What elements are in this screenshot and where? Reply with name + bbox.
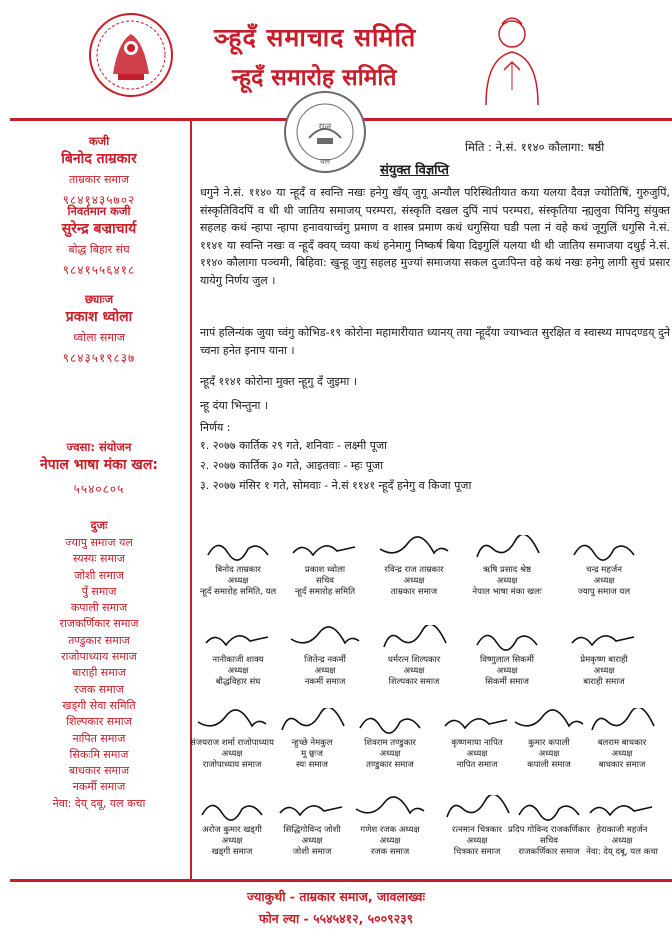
header-title: ञ्हूदँ समाचाद समिति [214,23,417,52]
signature-position: अध्यक्ष [538,749,560,759]
member-item: ज्यापु समाज यल [65,536,133,549]
signature-position: अध्यक्ष [611,749,633,759]
sidebar-phone: ९८४३५१९८३७ [62,351,136,365]
sidebar-org: बोद्ध बिहार संघ [68,243,130,256]
signature-name: हेराकाजी महर्जन [596,825,648,835]
signature-block [459,625,555,688]
handwritten-signature [270,708,354,734]
signature-org: बौद्धविहार संघ [215,677,261,687]
signature-name: कुमार कपाली [528,738,570,748]
notice-paragraph-2: नापं हलिन्यंक जुया च्वंगु कोभिड-१९ कोरोना महामारीयात ध्यानय् तया न्हूदँया ज्याभ्वःत सुरक्षित व स्वास्थ्य मापदण्डय् दुने च्वना हनेत इनाप याना । [200,326,670,357]
signature-block [556,535,652,598]
signature-org: न्हूदँ समारोह समिति, यल [199,587,277,597]
signature-org: राजकर्णिकार समाज [518,847,580,857]
handwritten-signature [556,625,652,651]
signature-block [190,535,286,598]
signature-position: अध्यक्ष [227,576,249,586]
sidebar-org: ध्वोला समाज [73,331,125,344]
signature-name: जितेन्द्र नकर्मी [304,655,346,665]
notice-subject: संयुक्त विज्ञप्ति [380,163,449,178]
signature-position: अध्यक्ष [403,576,425,586]
signature-name: धर्मरत्न शिल्पकार [387,655,441,665]
member-item: कपाली समाज [70,601,128,615]
member-item: पुँ समाज [81,584,117,598]
member-item: सिकःमि समाज [69,747,129,761]
signature-block [190,708,274,771]
decision-item: १. २०७७ कार्तिक २९ गते, शनिवाः - लक्ष्मी पूजा [200,439,387,452]
signature-name: गणेश रजक अध्यक्ष [360,825,420,835]
deity-figure-icon [472,10,552,110]
member-item: तण्डुकार समाज [68,633,130,647]
signature-position: अध्यक्ष [496,576,518,586]
signature-org: बाराही समाज [583,677,625,687]
signature-org: सिकर्मी समाज [485,677,529,687]
peacock-emblem-icon [88,12,174,98]
signature-position: अध्यक्ष [466,749,488,759]
signature-name: प्रदिप गोविन्द राजकर्णिकार [508,825,590,835]
handwritten-signature [348,795,432,821]
member-item: नेवा: देय् दबू, यल कचा [52,796,146,810]
signature-org: कपाली समाज [527,760,571,770]
signature-position: अध्यक्ष [221,749,243,759]
signature-block [556,625,652,688]
notice-date: मिति : ने.सं. ११४० कौलागा: षष्ठी [465,140,605,154]
signature-org: नेवा: देय् दबू, यल कचा [586,847,658,857]
signature-position: अध्यक्ष [379,836,401,846]
signature-block [507,708,591,771]
sidebar-block-coordinator [10,440,188,497]
signature-position: अध्यक्ष [466,836,488,846]
signature-name: कृष्णमाया नापित [451,738,503,748]
sidebar-role: निवर्तमान कजी [67,204,131,218]
sidebar-org: ताम्रकार समाज [68,173,129,186]
signature-org: ताम्रकार समाज [390,587,438,597]
signature-name: रत्नमान चित्रकार [451,825,502,835]
sidebar-name: बिनोद ताम्रकार [61,151,137,167]
svg-text:यल: यल [319,157,331,166]
signature-block [270,795,354,858]
signature-position: सचिव [539,836,559,846]
signature-position: मू छ्वःज [301,749,323,759]
decision-item: २. २०७७ कार्तिक ३० गते, आइतवाः - म्हः पूजा [200,459,384,472]
signature-name: ऋषि प्रसाद श्रेष्ठ [482,565,532,575]
signature-org: रजक समाज [370,847,410,857]
signature-block [348,708,432,771]
handwritten-signature [190,535,286,561]
handwritten-signature [507,795,591,821]
handwritten-signature [277,625,373,651]
signature-name: बलराम बाधकार [597,738,647,748]
handwritten-signature [459,535,555,561]
signature-block [277,535,373,598]
signature-block [459,535,555,598]
signature-block [190,795,274,858]
handwritten-signature [190,795,274,821]
sidebar-role: कजी [88,134,110,148]
member-item: नापित समाज [72,731,126,745]
signature-position: अध्यक्ष [221,836,243,846]
notice-wish-1: न्हूदँ ११४१ कोरोना मुक्त न्हूगु दँ जुइमा । [200,375,357,388]
footer-phone: फोन ल्या - ५५४५४१२, ५००९२३९ [258,911,414,926]
handwritten-signature [348,708,432,734]
signature-position: अध्यक्ष [593,666,615,676]
signature-position: अध्यक्ष [314,666,336,676]
handwritten-signature [556,535,652,561]
decision-item: ३. २०७७ मंसिर १ गते, सोमवाः - ने.सं ११४१ न्हूदँ हनेगु व किजा पूजा [200,479,472,492]
signature-name: अरोज कुमार खड्गी [202,825,262,835]
footer-divider [10,879,672,882]
signature-block [580,795,664,858]
member-item: बाराही समाज [72,666,126,680]
signature-org: न्हूदँ समारोह समिति [294,587,356,597]
signature-name: चन्द्र महर्जन [586,565,622,575]
signature-block [277,625,373,688]
handwritten-signature [270,795,354,821]
handwritten-signature [190,625,286,651]
signature-name: प्रेमकृष्ण बाराही [580,655,628,665]
signature-position: अध्यक्ष [496,666,518,676]
signature-org: तण्डुकार समाज [366,760,414,770]
sidebar-name: प्रकाश ध्वोला [65,309,133,325]
signature-block [348,795,432,858]
signature-org: नेपाल भाषा मंका खलः [472,587,542,597]
signature-name: शिवराम तण्डुकार [364,738,416,748]
member-item: शिल्पकार समाज [66,715,132,729]
signature-block [366,625,462,688]
sidebar-block-former-chair [10,204,188,278]
sidebar-phone: ९८४१५५६४१८ [62,263,136,277]
signature-name: सिद्धिगोविन्द जोशी [283,825,341,835]
signature-name: संजयराज शर्मा राजोपाध्याय [190,738,274,748]
handwritten-signature [277,535,373,561]
signature-name: रविन्द्र राज ताम्रकार [384,565,444,575]
sidebar-phone: ९८४१४३५७०२ [62,193,136,207]
signature-org: ज्यापु समाज यल [577,587,631,597]
decision-heading: निर्णय : [200,421,231,434]
handwritten-signature [366,625,462,651]
signature-org: चित्रकार समाज [453,847,501,857]
signature-position: अध्यक्ष [379,749,401,759]
signature-block [507,795,591,858]
sidebar-block-secretary [10,292,188,366]
notice-wish-2: न्हू दंया भिन्तुना । [200,399,269,412]
member-item: नकर्मी समाज [72,780,126,794]
signature-name: प्रकाश ध्वोला [304,565,346,575]
signature-org: बाधकार समाज [598,760,646,770]
footer-address: ज्याकुथी - ताम्रकार समाज, जावलाख्वः [246,889,426,904]
sidebar-role: ज्वसा: संयोजन [66,440,132,454]
signature-position: अध्यक्ष [227,666,249,676]
sidebar-block-chair [10,134,188,208]
member-item: राजकर्णिकार समाज [59,617,139,631]
signature-name: विष्णुलाल सिकर्मी [480,655,534,665]
sidebar-name: नेपाल भाषा मंका खल: [40,457,158,473]
signature-position: अध्यक्ष [593,576,615,586]
notice-paragraph-1: धगुने ने.सं. ११४० या न्हूदँ व स्वन्ति नखः हनेगु खँय् जुगू अन्यौल परिस्थितीयात कया यलया दैवज्ञ ज्योतिषिं, गुरुजुपिं, संस्कृतिविदपिं व थी थी जातिय समाजय् परम्परा, संस्कृति दखल दुपिं नापं परम्परा, संस्कृतिया न्ह्यलुवा पिनिगु संयुक्त सहलह कथं न्हापा न्हापा हनावयाच्वंगु प्रमाण व शास्त्र प्रमाण कथं धगुसिया घडी पला नं वहे कथं जूगुलिं धगुसि ने.सं. ११४१ या स्वन्ति नखः व न्हूदँ क्वय् च्वया कथं हनेमागु निष्कर्ष बिया दिइगुलिं यलया थी थी जातिय समाजया दथुई ने.सं. ११४० कौलागा पञ्चमी, बिहिवा: खुन्हू जुगु सहलह मुज्यां समाजया सकल दुजःपिन्त वहे कथं नखः हनेगु लागी सुचं प्रसार यायेगु निर्णय जुल । [200,186,670,287]
member-item: स्यस्यः समाज [72,552,126,566]
signature-position: सचिव [315,576,335,586]
signature-position: अध्यक्ष [611,836,633,846]
signature-block [366,535,462,598]
signature-block [580,708,664,771]
member-item: जोशी समाज [74,568,124,582]
handwritten-signature [190,708,274,734]
signature-name: न्हुच्छे नेमकुल [291,738,333,748]
signature-org: जोशी समाज [292,847,332,857]
member-item: खड्गी सेवा समिति [62,698,136,712]
seal-stamp [283,90,367,174]
sidebar-role: छ्याःज [84,292,114,306]
header-subtitle: न्हूदँ समारोह समिति [232,65,397,91]
sidebar-phone: ५५४०८०५ [73,482,125,496]
signature-org: स्यः समाज [296,760,328,770]
handwritten-signature [459,625,555,651]
signature-org: राजोपाध्याय समाज [202,760,262,770]
handwritten-signature [366,535,462,561]
sidebar-members [10,518,188,812]
signature-org: शिल्पकार समाज [388,677,440,687]
signature-org: नापित समाज [456,760,498,770]
signature-org: खड्गी समाज [211,847,253,857]
member-item: बाधकार समाज [68,764,130,778]
signature-org: नकर्मी समाज [304,677,346,687]
signature-block [190,625,286,688]
svg-text:यल: यल [318,122,332,133]
signature-block [270,708,354,771]
member-item: रजक समाज [74,682,124,696]
signature-position: अध्यक्ष [403,666,425,676]
signature-name: बिनोद ताम्रकार [215,565,261,575]
handwritten-signature [507,708,591,734]
member-item: राजोपाध्याय समाज [61,650,137,664]
signature-name: नानीकाजी शाक्य [212,655,264,665]
members-heading: दुजः [90,518,108,532]
signature-position: अध्यक्ष [301,836,323,846]
handwritten-signature [580,708,664,734]
sidebar-name: सुरेन्द्र बज्राचार्य [61,221,137,237]
handwritten-signature [580,795,664,821]
